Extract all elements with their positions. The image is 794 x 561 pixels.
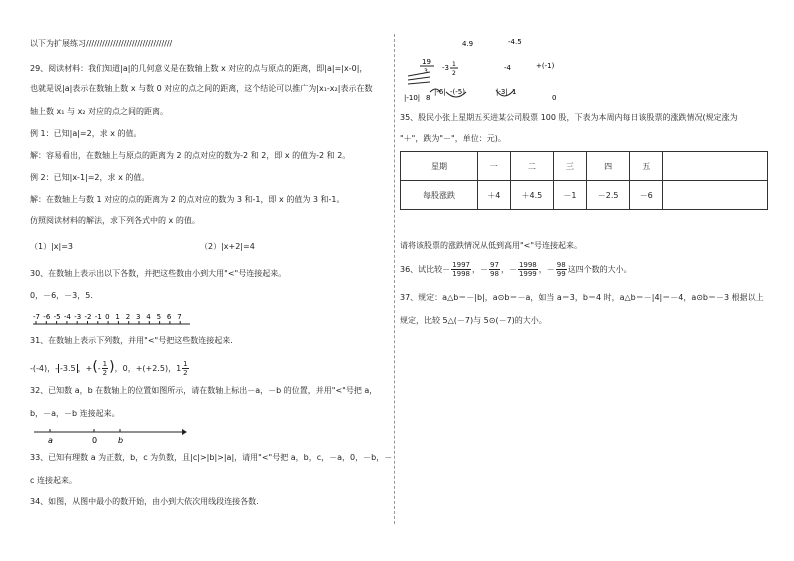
right-column bbox=[400, 0, 770, 561]
q31-fraction-half: $\frac{1}{2}$ bbox=[102, 360, 108, 377]
q36-expression bbox=[400, 258, 632, 282]
q30-numbers: 0，－6，－3，5. bbox=[30, 291, 93, 300]
q36-prefix: 36、试比较－ bbox=[400, 265, 451, 274]
q30-tick-label: -6 bbox=[43, 313, 51, 321]
q30-tick-label: -5 bbox=[53, 313, 61, 321]
fig-neg-neg-5: -(-5) bbox=[450, 88, 465, 96]
fig-num-plus-neg-1: +(-1) bbox=[536, 62, 555, 70]
q36-fraction-4: $\frac{98}{99}$ bbox=[556, 261, 566, 278]
q30-tick-label: 5 bbox=[156, 313, 162, 321]
q36-fraction-2: $\frac{97}{98}$ bbox=[490, 261, 499, 278]
column-divider bbox=[394, 34, 395, 524]
q32-line2: b，－a，－b 连接起来。 bbox=[30, 409, 120, 418]
fig-num-19: 19 bbox=[422, 58, 431, 66]
q31-term1: -(-4)，- bbox=[30, 364, 58, 373]
fig-num-4-9: 4.9 bbox=[462, 40, 474, 48]
q29-solution1: 解：容易看出，在数轴上与原点的距离为 2 的点对应的数为-2 和 2，即 x 的值为-2 和 2。 bbox=[30, 151, 351, 160]
q29-task: 仿照阅读材料的解法，求下列各式中的 x 的值。 bbox=[30, 216, 200, 225]
fig-mixed-num: 1 bbox=[452, 61, 456, 68]
q34-number-figure bbox=[400, 36, 580, 106]
q30-tick-label: -1 bbox=[94, 313, 102, 321]
q29-line3: 轴上数 x₁ 与 x₂ 对应的点之间的距离。 bbox=[30, 107, 169, 116]
q29-part1: （1）|x|=3 bbox=[30, 242, 74, 251]
q32-label-a: a bbox=[48, 436, 53, 445]
fig-mixed-den: 2 bbox=[452, 70, 456, 77]
q36-fraction-1: $\frac{1997}{1998}$ bbox=[452, 261, 471, 278]
table-cell: 一 bbox=[478, 152, 511, 181]
table-cell: 每股涨跌 bbox=[401, 181, 478, 210]
q29-solution2: 解：在数轴上与数 1 对应的点的距离为 2 的点对应的数为 3 和-1，即 x 的值为 3 和-1。 bbox=[30, 195, 345, 204]
q32-line1: 32、已知数 a，b 在数轴上的位置如图所示，请在数轴上标出－a，－b 的位置，并用"<"号把 a， bbox=[30, 386, 378, 395]
q30-tick-label: 1 bbox=[115, 313, 120, 321]
table-cell: －2.5 bbox=[586, 181, 630, 210]
q31-abs-term: -3.5 bbox=[60, 364, 76, 373]
q36-suffix: 这四个数的大小。 bbox=[567, 265, 632, 274]
q33-line2: c 连接起来。 bbox=[30, 476, 77, 485]
q32-number-line bbox=[32, 424, 192, 446]
fig-num-neg-4: -4 bbox=[504, 64, 511, 72]
table-cell: －6 bbox=[630, 181, 663, 210]
q32-label-zero: 0 bbox=[92, 436, 98, 445]
table-cell bbox=[663, 181, 768, 210]
table-cell: 三 bbox=[554, 152, 587, 181]
table-cell: ＋4 bbox=[478, 181, 511, 210]
table-cell: 四 bbox=[586, 152, 630, 181]
q30-tick-label: -3 bbox=[74, 313, 82, 321]
section-header: 以下为扩展练习//////////////////////////////// bbox=[30, 39, 173, 48]
fig-abs-neg-10: |-10| bbox=[404, 94, 421, 102]
q35-line2: "＋"，跌为"－"，单位：元)。 bbox=[400, 134, 506, 143]
stock-table-header bbox=[401, 152, 768, 181]
q31-text: 31、在数轴上表示下列数，并用"<"号把这些数连接起来. bbox=[30, 336, 233, 345]
q31-term3: ，+ bbox=[77, 364, 93, 373]
q30-tick-label: -4 bbox=[63, 313, 71, 321]
q30-tick-label: 2 bbox=[125, 313, 131, 321]
q30-tick-label: 7 bbox=[177, 313, 182, 321]
q37-line1: 37、规定：a△b＝－|b|，a⊙b＝－a，如当 a＝3，b＝4 时，a△b＝－|4|＝－4，a⊙b＝－3 根据以上 bbox=[400, 293, 764, 302]
q29-part2: （2）|x+2|=4 bbox=[200, 242, 255, 251]
q36-sep2: ，－ bbox=[500, 265, 517, 274]
q32-label-b: b bbox=[118, 436, 124, 445]
q37-line2: 规定，比较 5△(－7)与 5⊙(－7)的大小。 bbox=[400, 316, 547, 325]
q35-line1: 35、股民小张上星期五买进某公司股票 100 股，下表为本周内每日该股票的涨跌情况(规定涨为 bbox=[400, 113, 738, 122]
stock-table bbox=[400, 151, 768, 210]
q31-mixed-fraction: $\frac{1}{2}$ bbox=[183, 360, 188, 377]
q30-tick-label: -2 bbox=[84, 313, 92, 321]
fig-num-3: 3 bbox=[424, 68, 428, 75]
q29-example2: 例 2：已知|x-1|=2，求 x 的值。 bbox=[30, 173, 150, 182]
q31-expression: -(-4)，- -3.5 ，+(- $\frac{1}{2}$ )，0，+(+2.5)，1 $\frac{1}{2}$ bbox=[30, 359, 188, 377]
fig-abs-neg-3: |-3| bbox=[496, 88, 508, 96]
q36-fraction-3: $\frac{1998}{1999}$ bbox=[518, 261, 537, 278]
fig-num-8: 8 bbox=[426, 94, 431, 102]
q30-text: 30、在数轴上表示出以下各数，并把这些数由小到大用"<"号连接起来。 bbox=[30, 269, 287, 278]
q35-after: 请将该股票的涨跌情况从低到高用"<"号连接起来。 bbox=[400, 241, 583, 250]
q29-line2: 也就是说|a|表示在数轴上数 x 与数 0 对应的点之间的距离，这个结论可以推广为|x₁-x₂|表示在数 bbox=[30, 84, 373, 93]
q30-tick-label: 6 bbox=[166, 313, 172, 321]
q36-sep3: ，－ bbox=[538, 265, 555, 274]
q30-tick-label: 3 bbox=[136, 313, 141, 321]
q29-example1: 例 1：已知|a|=2，求 x 的值。 bbox=[30, 129, 142, 138]
fig-num-neg-4-5: -4.5 bbox=[508, 38, 522, 46]
q30-tick-label: -7 bbox=[33, 313, 40, 321]
table-cell: 二 bbox=[510, 152, 554, 181]
q30-number-line bbox=[30, 308, 205, 330]
q36-sep1: ，－ bbox=[472, 265, 489, 274]
q30-tick-label: 4 bbox=[146, 313, 151, 321]
table-cell: 五 bbox=[630, 152, 663, 181]
stock-table-row bbox=[401, 181, 768, 210]
table-cell: ＋4.5 bbox=[510, 181, 554, 210]
fig-num-0: 0 bbox=[552, 94, 557, 102]
left-column bbox=[30, 0, 393, 561]
q29-line1: 29、阅读材料：我们知道|a|的几何意义是在数轴上数 x 对应的点与原点的距离，即|a|=|x-0|， bbox=[30, 64, 368, 73]
table-cell bbox=[663, 152, 768, 181]
fig-num-1: 1 bbox=[512, 88, 517, 96]
fig-abs-neg-6: |-6| bbox=[434, 88, 446, 96]
q34-text: 34、如图，从图中最小的数开始，由小到大依次用线段连接各数. bbox=[30, 497, 259, 506]
fig-mixed-whole: -3 bbox=[442, 64, 449, 72]
table-cell: 星期 bbox=[401, 152, 478, 181]
q30-tick-label: 0 bbox=[105, 313, 110, 321]
q31-term5: ，0，+(+2.5)，1 bbox=[114, 364, 182, 373]
table-cell: －1 bbox=[554, 181, 587, 210]
q31-minus-sign: - bbox=[97, 364, 101, 373]
q33-line1: 33、已知有理数 a 为正数，b，c 为负数，且|c|>|b|>|a|，请用"<"号把 a，b，c，－a，0，－b，－ bbox=[30, 453, 393, 462]
